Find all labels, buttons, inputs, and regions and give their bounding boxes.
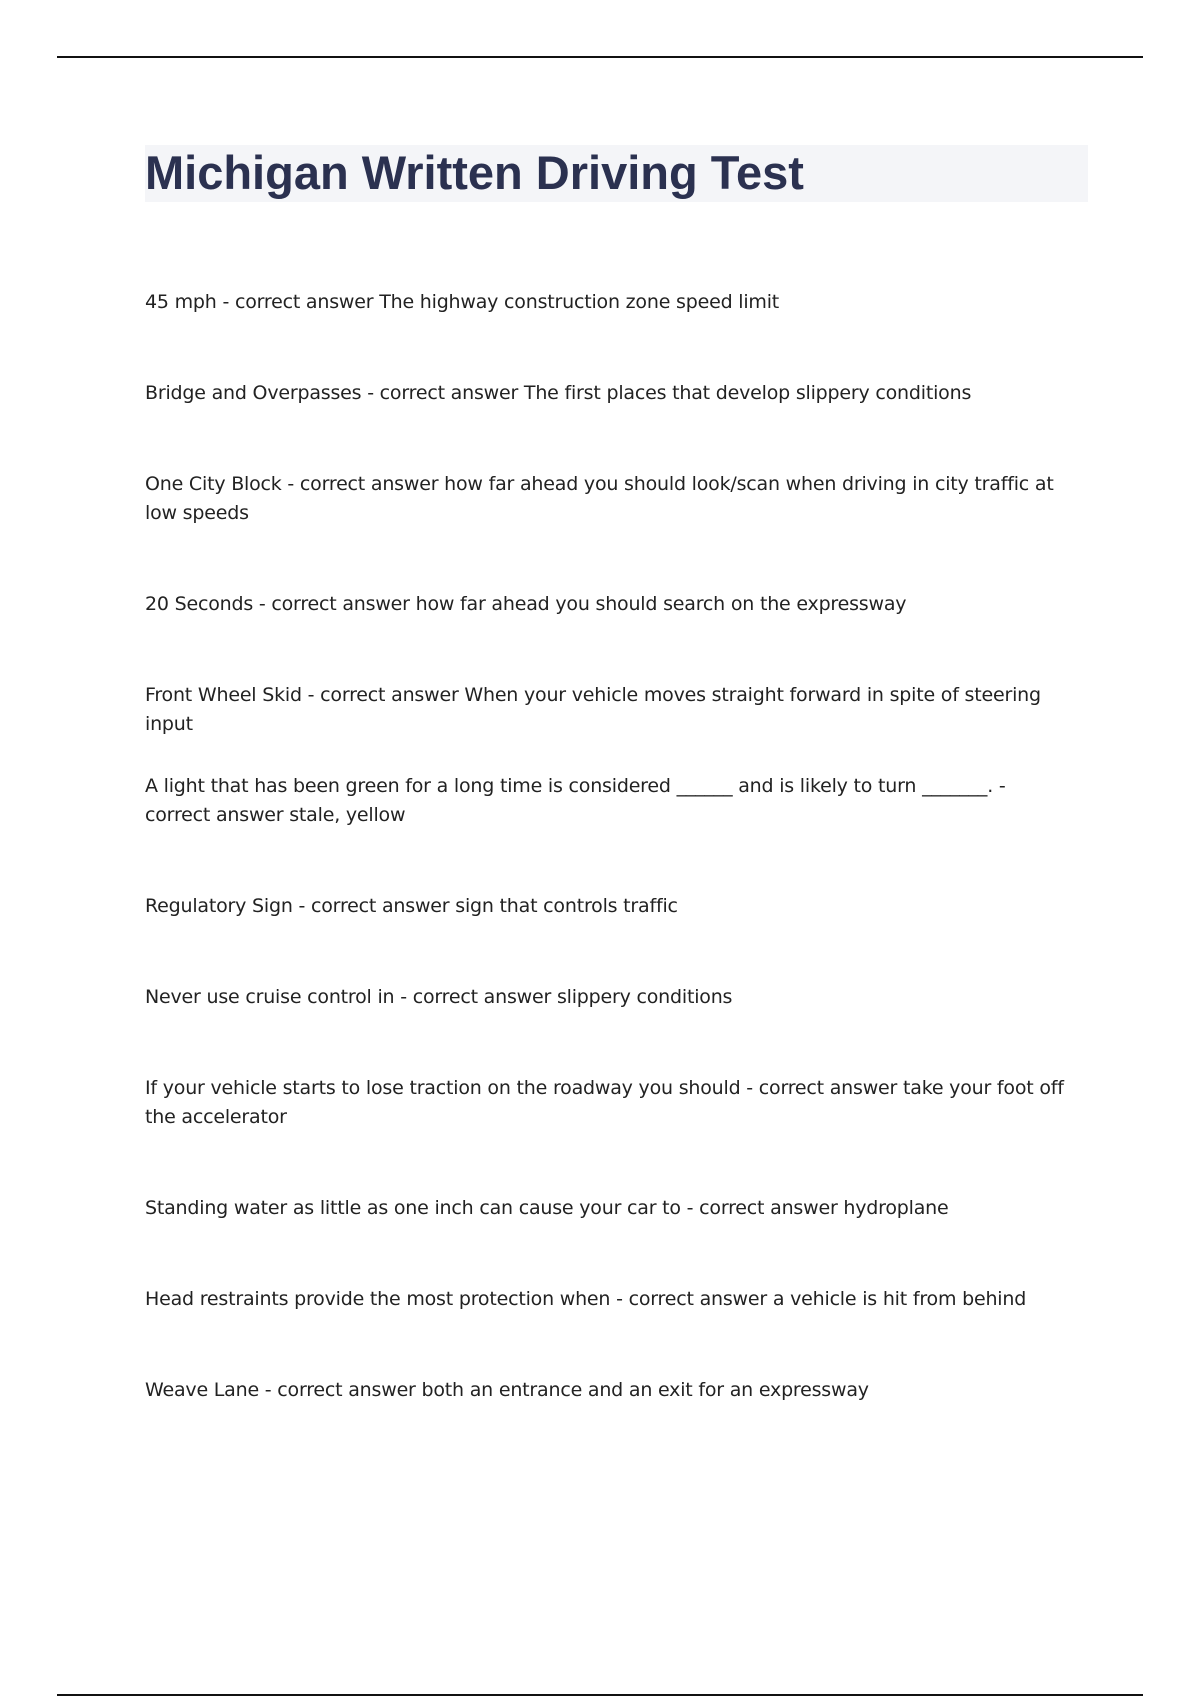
page-title: Michigan Written Driving Test — [145, 146, 804, 199]
qa-item: One City Block - correct answer how far ahead you should look/scan when driving in city traffic at low speeds — [145, 473, 1054, 524]
qa-item: Weave Lane - correct answer both an entrance and an exit for an expressway — [145, 1379, 869, 1401]
qa-item: Never use cruise control in - correct answer slippery conditions — [145, 986, 733, 1008]
qa-item: Regulatory Sign - correct answer sign that controls traffic — [145, 895, 678, 917]
qa-item: A light that has been green for a long time is considered ______ and is likely to turn _______. - correct answer stale, yellow — [145, 775, 1006, 826]
qa-item: 45 mph - correct answer The highway construction zone speed limit — [145, 291, 780, 313]
top-rule — [57, 56, 1143, 58]
qa-item: Standing water as little as one inch can cause your car to - correct answer hydroplane — [145, 1197, 949, 1219]
bottom-rule — [57, 1694, 1143, 1696]
qa-list — [145, 288, 1075, 1467]
qa-item: Bridge and Overpasses - correct answer The first places that develop slippery conditions — [145, 382, 972, 404]
qa-item: 20 Seconds - correct answer how far ahead you should search on the expressway — [145, 593, 907, 615]
qa-item: If your vehicle starts to lose traction on the roadway you should - correct answer take your foot off the accelerator — [145, 1077, 1064, 1128]
qa-item: Head restraints provide the most protection when - correct answer a vehicle is hit from behind — [145, 1288, 1027, 1310]
qa-item: Front Wheel Skid - correct answer When your vehicle moves straight forward in spite of steering input — [145, 684, 1041, 735]
